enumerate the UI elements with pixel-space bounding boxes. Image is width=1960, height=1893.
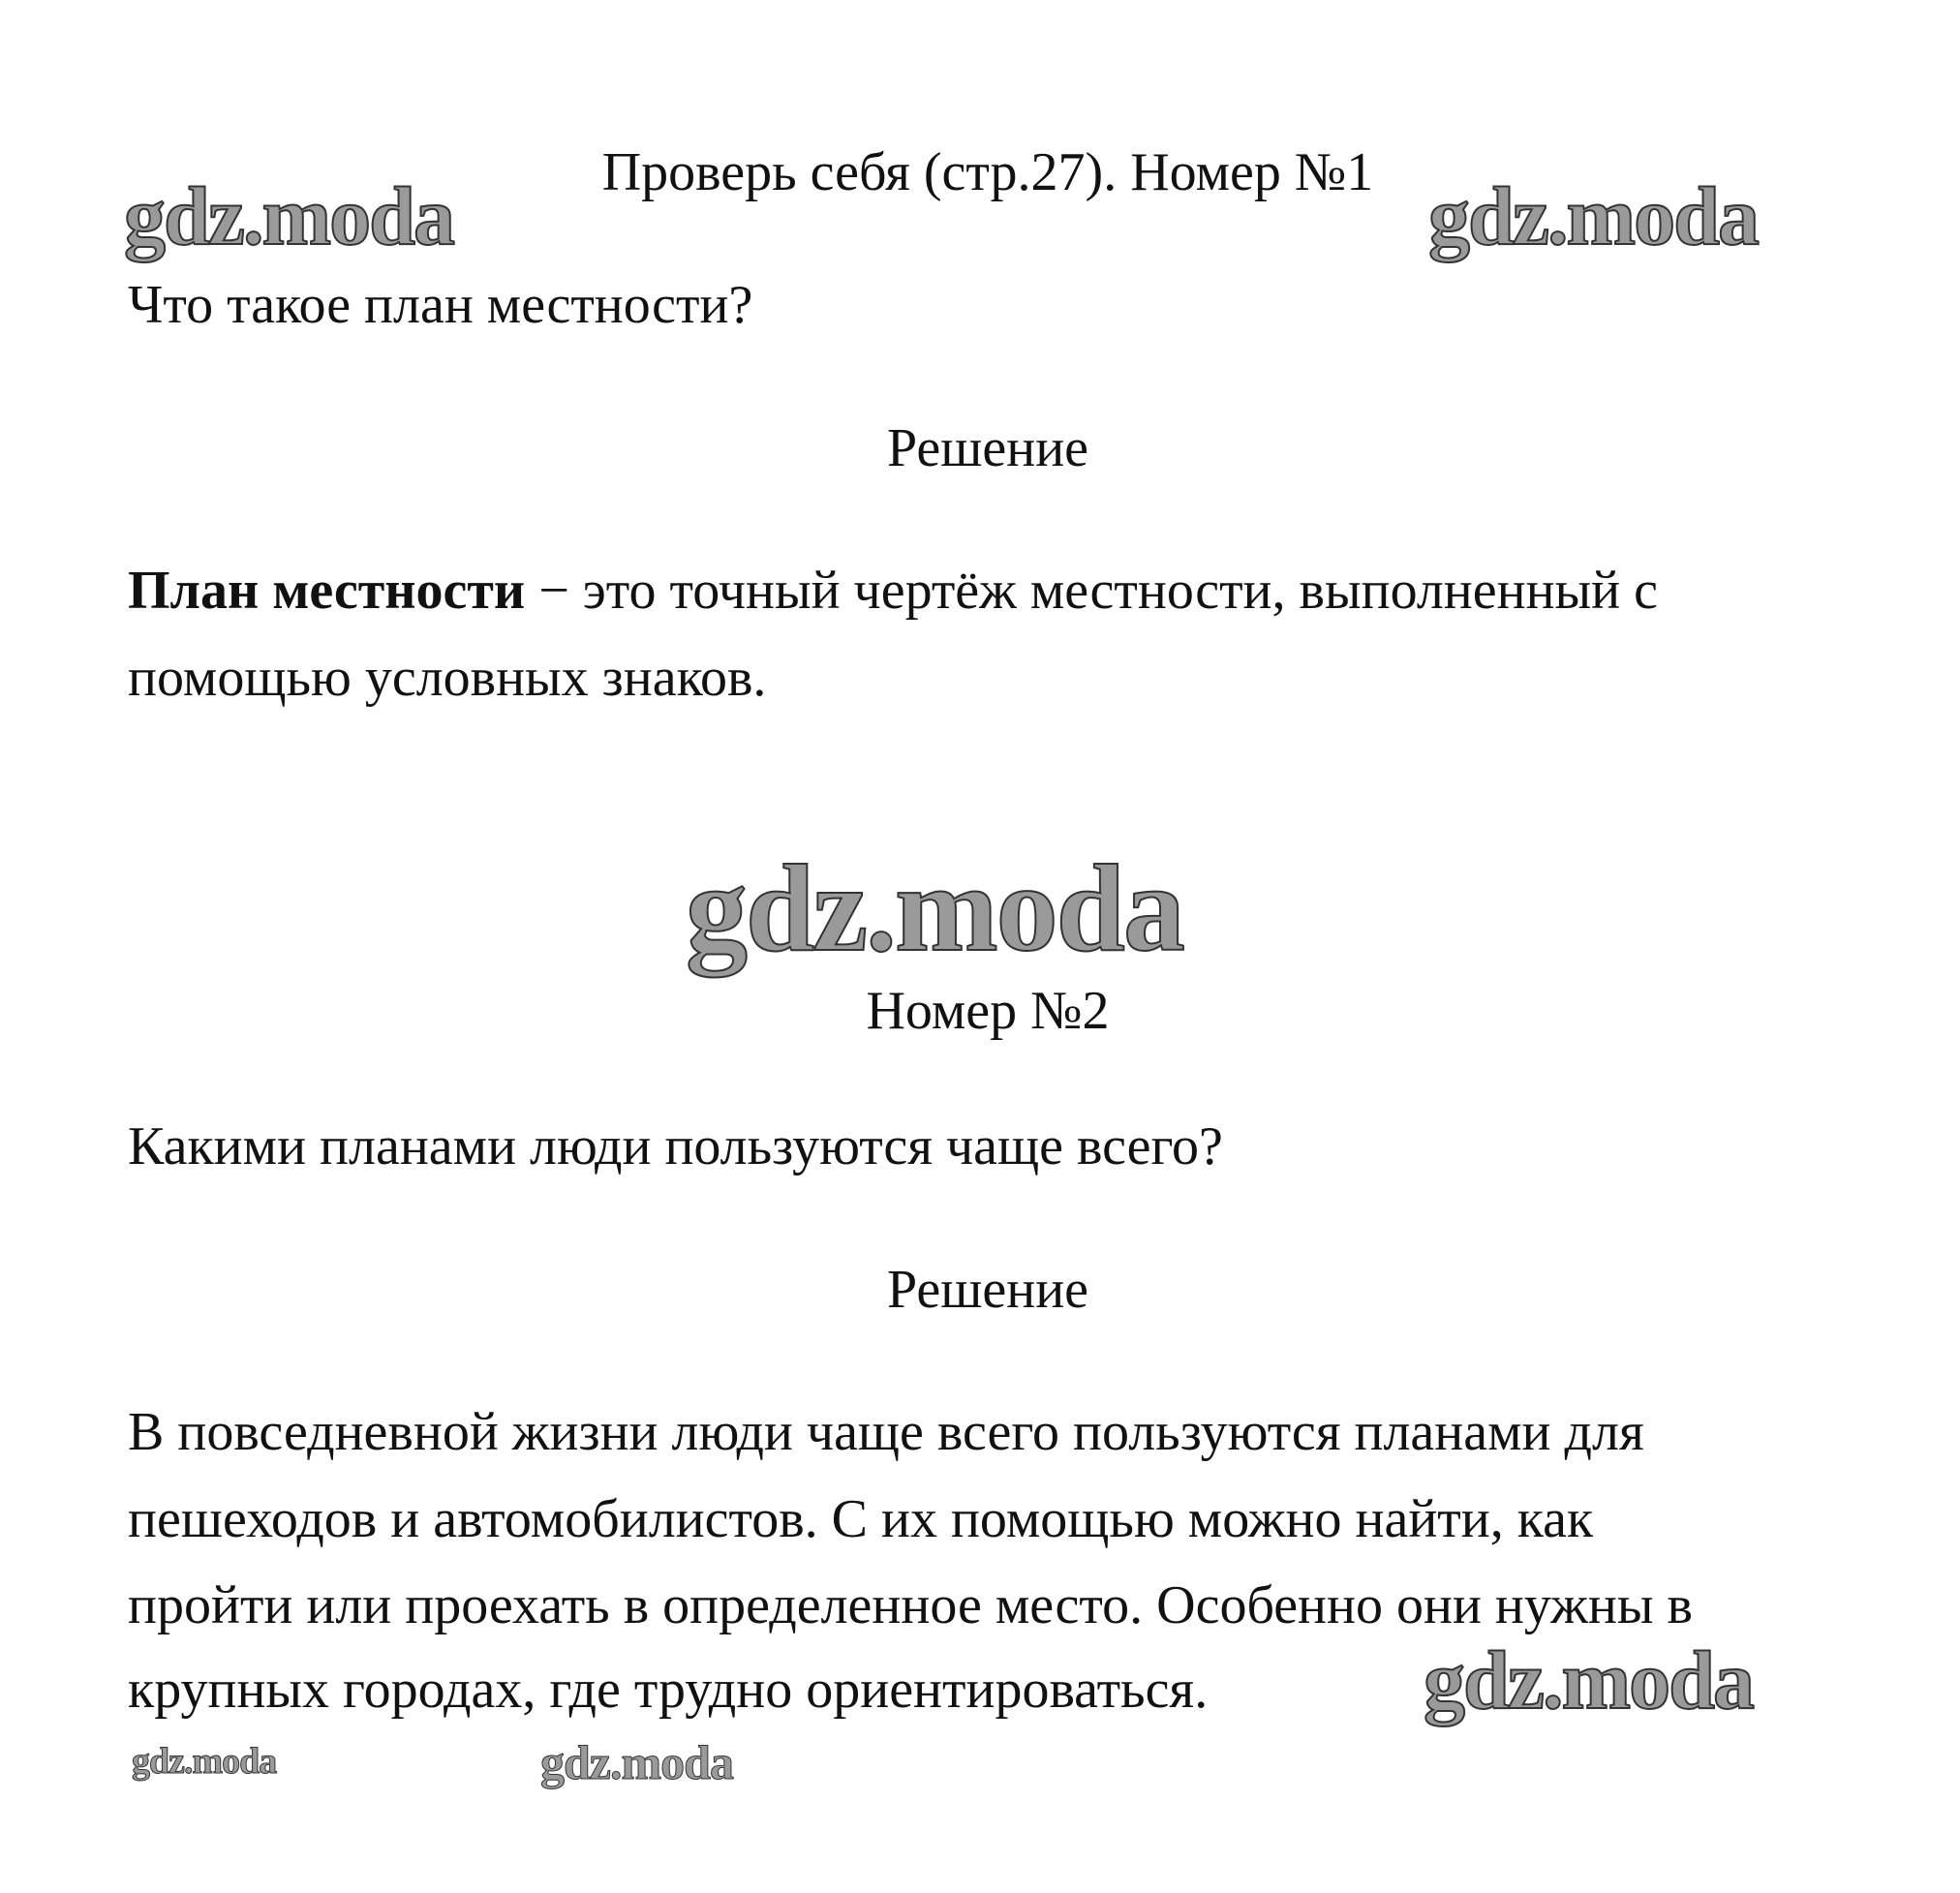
- watermark-logo: gdz.moda: [686, 840, 1183, 977]
- task2-title: Номер №2: [866, 981, 1110, 1041]
- watermark-logo: gdz.moda: [540, 1735, 733, 1789]
- task1-answer-line: помощью условных знаков.: [128, 648, 767, 708]
- task2-answer-line: пешеходов и автомобилистов. С их помощью можно найти, как: [128, 1489, 1594, 1549]
- task1-answer-text: − это точный чертёж местности, выполненный с: [525, 561, 1658, 621]
- task1-answer-line: [128, 561, 1658, 621]
- task2-question: Какими планами люди пользуются чаще всего?: [128, 1116, 1223, 1176]
- watermark-logo: gdz.moda: [124, 169, 453, 262]
- watermark-logo: gdz.moda: [132, 1741, 277, 1782]
- task1-title: Проверь себя (стр.27). Номер №1: [601, 142, 1374, 202]
- task2-solution-label: Решение: [886, 1260, 1089, 1320]
- task1-solution-label: Решение: [886, 418, 1089, 478]
- watermark-logo: gdz.moda: [1424, 1633, 1753, 1726]
- task1-answer-term: План местности: [128, 561, 526, 621]
- task2-answer-line: пройти или проехать в определенное место. Особенно они нужны в: [128, 1575, 1693, 1635]
- task2-answer-line: крупных городах, где трудно ориентироваться.: [128, 1660, 1209, 1720]
- watermark-logo: gdz.moda: [1428, 169, 1758, 262]
- task1-question: Что такое план местности?: [128, 275, 753, 335]
- task2-answer-line: В повседневной жизни люди чаще всего пользуются планами для: [128, 1402, 1644, 1462]
